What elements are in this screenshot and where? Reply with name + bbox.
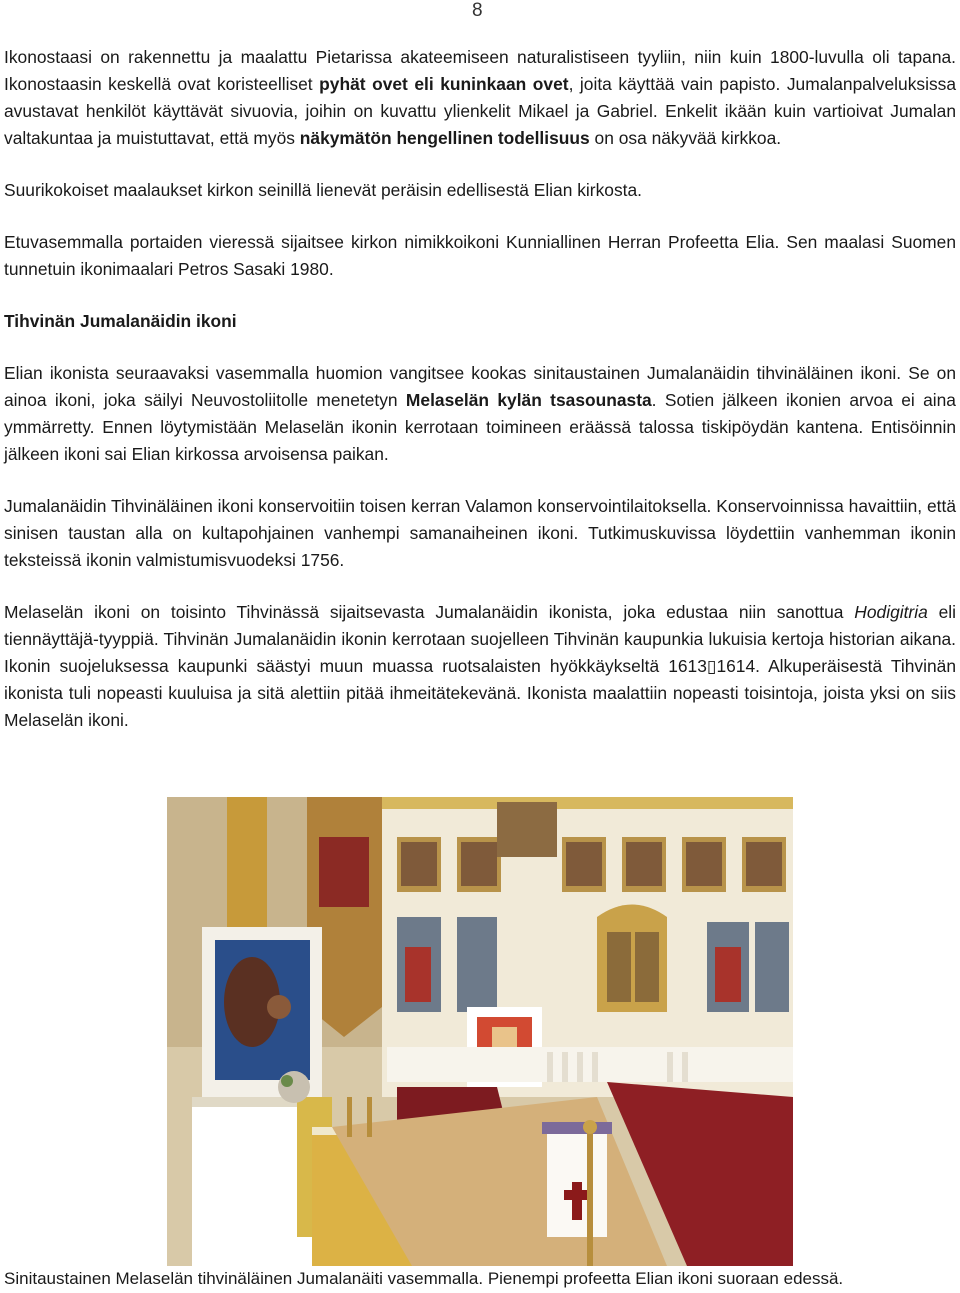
text-run: . Sotien jälkeen ikonien arvoa ei aina ymmärretty. Ennen löytymistään Melaselän ikonin kerrotaan toimineen eräässä talossa tiskipöydän kantena. Entisöinnin jälkeen ikoni sai Elian kirkossa arvoisensa paikan.: [4, 390, 956, 464]
paragraph-hodigitria: [4, 599, 956, 734]
paragraph-paintings: Suurikokoiset maalaukset kirkon seinillä lienevät peräisin edellisestä Elian kirkosta.: [4, 180, 642, 200]
text-run: eli tiennäyttäjä-tyyppiä. Tihvinän Jumalanäidin ikonin kerrotaan suojelleen Tihvinän kaupunkia lukuisia kertoja historian aikana. Ikonin suojeluksessa kaupunki säästyi muun muassa ruotsalaisten hyökkäykseltä 1613▯1614. Alkuperäisestä Tihvinän ikonista tuli nopeasti kuuluisa ja sitä alettiin pitää ihmeitätekevänä. Ikonista maalattiin nopeasti toisintoja, joista yksi on siis Melaselän ikoni.: [4, 602, 957, 730]
photo-caption: Sinitaustainen Melaselän tihvinäläinen Jumalanäiti vasemmalla. Pienempi profeetta Elian ikoni suoraan edessä.: [4, 1269, 844, 1288]
text-run: , joita käyttää vain papisto. Jumalanpalveluksissa avustavat henkilöt käyttävät sivuovia, joihin on kuvattu ylienkelit Mikael ja Gabriel. Enkelit ikään kuin vartioivat Jumalan valtakuntaa ja muistuttavat, että myös: [4, 74, 957, 148]
section-heading: Tihvinän Jumalanäidin ikoni: [4, 311, 237, 331]
bold-run: pyhät ovet eli kuninkaan ovet: [319, 74, 569, 94]
paragraph-tihvina-icon: [4, 360, 956, 468]
church-interior-photo: [167, 797, 793, 1266]
paragraph-conservation: Jumalanäidin Tihvinäläinen ikoni konservoitiin toisen kerran Valamon konservointilaitoksella. Konservoinnissa havaittiin, että sinisen taustan alla on kultapohjainen vanhempi samanaiheinen ikoni. Tutkimuskuvissa löydettiin vanhemman ikonin teksteissä ikonin valmistumisvuodeksi 1756.: [4, 496, 956, 570]
italic-run: Hodigitria: [854, 602, 928, 622]
text-run: Ikonostaasi on rakennettu ja maalattu Pietarissa akateemiseen naturalistiseen tyyliin, niin kuin 1800-luvulla oli tapana. Ikonostaasin keskellä ovat koristeelliset: [4, 47, 956, 94]
page-number: 8: [472, 0, 483, 21]
document-body: [4, 44, 956, 759]
text-run: Melaselän ikoni on toisinto Tihvinässä sijaitsevasta Jumalanäidin ikonista, joka edustaa niin sanottua: [4, 602, 855, 622]
text-run: on osa näkyvää kirkkoa.: [589, 128, 782, 148]
bold-run: näkymätön hengellinen todellisuus: [299, 128, 590, 148]
paragraph-iconostasis: [4, 44, 956, 152]
paragraph-elia-icon: Etuvasemmalla portaiden vieressä sijaitsee kirkon nimikkoikoni Kunniallinen Herran Profeetta Elia. Sen maalasi Suomen tunnetuin ikonimaalari Petros Sasaki 1980.: [4, 232, 956, 279]
bold-run: Melaselän kylän tsasounasta: [405, 390, 652, 410]
text-run: Elian ikonista seuraavaksi vasemmalla huomion vangitsee kookas sinitaustainen Jumalanäidin tihvinäläinen ikoni. Se on ainoa ikoni, joka säilyi Neuvostoliitolle menetetyn: [4, 363, 956, 410]
